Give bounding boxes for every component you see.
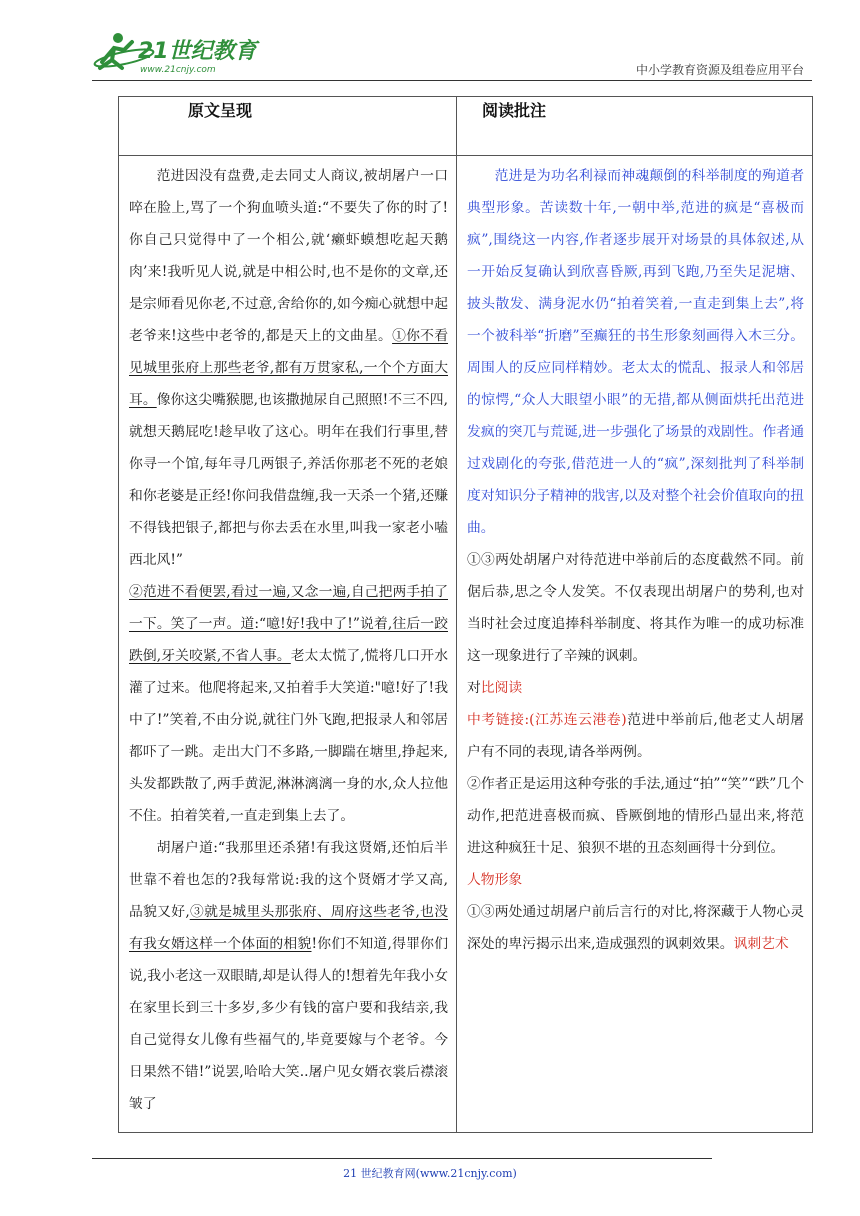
text-segment: !你们不知道,得罪你们说,我小老这一双眼睛,却是认得人的!想着先年我小女在家里长到三十多岁,多少有钱的富户要和我结亲,我自己觉得女儿像有些福气的,毕竟要嫁与个老爷。今日果然不错!”说罢,哈哈大笑..屠户见女婿衣裳后襟滚皱了 [129,936,449,1112]
annotation-p1: ①③两处胡屠户对待范进中举前后的态度截然不同。前倨后恭,思之令人发笑。不仅表现出胡屠户的势利,也对当时社会过度追捧科举制度、将其作为唯一的成功标准这一现象进行了辛辣的讽刺。 [467,552,804,664]
text-segment: 范进因没有盘费,走去同丈人商议,被胡屠户一口啐在脸上,骂了一个狗血喷头道:“不要失了你的时了!你自己只觉得中了一个相公,就‘癞虾蟆想吃起天鹅肉’来!我听见人说,就是中相公时,也不是你的文章,还是宗师看见你老,不过意,舍给你的,如今痴心就想中起老爷来!这些中老爷的,都是天上的文曲星。 [129,168,448,344]
table-header-row [119,97,813,156]
compare-reading-label: 对比阅读 [467,680,523,696]
page-header [92,28,812,80]
annotation-p2: ②作者正是运用这种夸张的手法,通过“拍”“笑”“跌”几个动作,把范进喜极而疯、昏厥倒地的情形凸显出来,将范进这种疯狂十足、狼狈不堪的丑态刻画得十分到位。 [467,776,804,856]
exam-link-text: 范进中举前后,他老丈人胡屠户有不同的表现,请各举两例。 [467,712,805,760]
platform-title: 中小学教育资源及组卷应用平台 [635,63,804,77]
underlined-excerpt: ②范进不看便罢,看过一遍,又念一遍,自己把两手拍了一下。笑了一声。道:“噫!好!我中了!”说着,往后一跤跌倒,牙关咬紧,不省人事。 [129,584,448,664]
underlined-excerpt: ①你不看见城里张府上那些老爷,都有万贯家私,一个个方面大耳。 [129,328,449,408]
annotation-p3: ①③两处通过胡屠户前后言行的对比,将深藏于人物心灵深处的卑污揭示出来,造成强烈的讽刺效果。讽刺艺术 [467,904,804,952]
header-divider [92,80,812,81]
original-text-cell [119,156,457,1133]
page-footer: 21 世纪教育网(www.21cnjy.com) [343,1167,517,1180]
underlined-excerpt: ③就是城里头那张府、周府这些老爷,也没有我女婿这样一个体面的相貌 [129,904,449,952]
original-paragraph [129,832,448,1120]
footer-divider [92,1158,712,1159]
column-header-original: 原文呈现 [119,97,457,156]
original-paragraph [129,160,448,576]
character-image-label: 人物形象 [467,872,523,888]
exam-link [467,704,804,768]
table-content-row [119,156,813,1133]
text-segment: 老太太慌了,慌将几口开水灌了过来。他爬将起来,又拍着手大笑道:"噫!好了!我中了!”笑着,不由分说,就往门外飞跑,把报录人和邻居都吓了一跳。走出大门不多路,一脚踹在塘里,挣起来,头发都跌散了,两手黄泥,淋淋漓漓一身的水,众人拉他不住。拍着笑着,一直走到集上去了。 [129,648,448,824]
text-segment: 胡屠户道:“我那里还杀猪!有我这贤婿,还怕后半世靠不着也怎的?我每常说:我的这个贤婿才学又高,品貌又好, [129,840,448,920]
logo-21cnjy [92,28,262,80]
column-header-annotation: 阅读批注 [457,97,813,156]
satire-art-label: 讽刺艺术 [733,936,789,952]
original-paragraph [129,576,448,832]
reading-table [118,96,813,1133]
logo-subtext: www.21cnjy.com [140,65,216,75]
annotation-cell [457,156,813,1133]
exam-link-label: 中考链接:(江苏连云港卷) [467,712,627,728]
text-segment: 像你这尖嘴猴腮,也该撒抛尿自己照照!不三不四,就想天鹅屁吃!趁早收了这心。明年在我们行事里,替你寻一个馆,每年寻几两银子,养活你那老不死的老娘和你老婆是正经!你问我借盘缠,我一天杀一个猪,还赚不得钱把银子,都把与你去丢在水里,叫我一家老小嗑西北风!” [129,392,449,568]
annotation-intro: 范进是为功名利禄而神魂颠倒的科举制度的殉道者典型形象。苦读数十年,一朝中举,范进的疯是“喜极而疯”,围绕这一内容,作者逐步展开对场景的具体叙述,从一开始反复确认到欣喜昏厥,再到飞跑,乃至失足泥塘、披头散发、满身泥水仍“拍着笑着,一直走到集上去”,将一个被科举“折磨”至癫狂的书生形象刻画得入木三分。周围人的反应同样精妙。老太太的慌乱、报录人和邻居的惊愕,“众人大眼望小眼”的无措,都从侧面烘托出范进发疯的突兀与荒诞,进一步强化了场景的戏剧性。作者通过戏剧化的夸张,借范进一人的“疯”,深刻批判了科举制度对知识分子精神的戕害,以及对整个社会价值取向的扭曲。 [467,168,804,536]
logo-text: 21世纪教育 [138,39,257,64]
